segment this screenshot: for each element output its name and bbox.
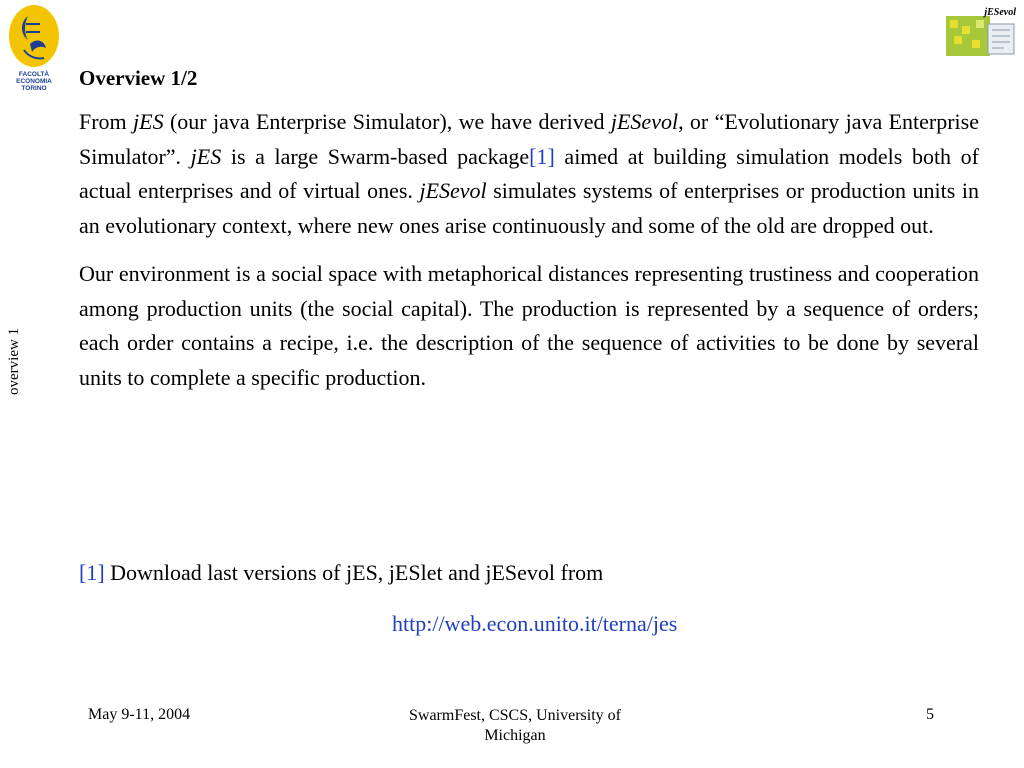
- intro-text-2: (our java Enterprise Simulator), we have derived: [163, 109, 611, 134]
- footer-event-line-1: SwarmFest, CSCS, University of: [408, 707, 621, 724]
- jesevol-logo: [944, 6, 1018, 58]
- intro-text-4: is a large Swarm-based package: [221, 143, 530, 169]
- page-number: 5: [926, 706, 934, 723]
- footer-date: May 9-11, 2004: [88, 706, 191, 723]
- intro-jesevol-term-2: jESevol: [419, 178, 487, 203]
- intro-text-3: , or “Evolutionary java Enterprise Simulator”.: [79, 109, 979, 169]
- faculty-logo: [6, 4, 62, 94]
- intro-text-5: aimed at building simulation models both of actual enterprises and of virtual ones.: [79, 143, 979, 203]
- footnote-text: Download last versions of jES, jESlet and jESevol from: [104, 560, 604, 585]
- slide-content: [79, 66, 979, 409]
- intro-jes-term: jES: [133, 109, 164, 134]
- jesevol-logo-text: jESevol: [984, 7, 1016, 18]
- logo-text-line-2: ECONOMIA: [16, 78, 52, 85]
- slide-title: Overview 1/2: [79, 66, 198, 90]
- intro-text-1: From: [79, 109, 134, 134]
- footer-event: [370, 706, 660, 746]
- paragraph-environment: Our environment is a social space with metaphorical distances representing trustiness and cooperation among production units (the social capital). The production is represented by a sequence of orders; each order contains a recipe, i.e. the description of the sequence of activities to be done by several units to complete a specific production.: [79, 261, 979, 390]
- footnote: [79, 560, 603, 586]
- intro-text-6: simulates systems of enterprises or production units in an evolutionary context, where new ones arise continuously and some of the old are dropped out.: [79, 178, 979, 238]
- logo-text-line-3: TORINO: [21, 85, 47, 92]
- download-url-link[interactable]: http://web.econ.unito.it/terna/jes: [392, 611, 678, 636]
- side-section-label: overview 1: [6, 327, 22, 395]
- paragraph-intro: [79, 105, 979, 243]
- intro-jes-term-2: jES: [190, 143, 222, 169]
- logo-text-line-1: FACOLTÀ: [18, 71, 50, 78]
- footnote-ref-marker[interactable]: [1]: [79, 560, 105, 585]
- footnote-ref-link[interactable]: [1]: [529, 143, 555, 169]
- footer-event-line-2: Michigan: [484, 727, 546, 744]
- intro-jesevol-term: jESevol: [610, 109, 679, 134]
